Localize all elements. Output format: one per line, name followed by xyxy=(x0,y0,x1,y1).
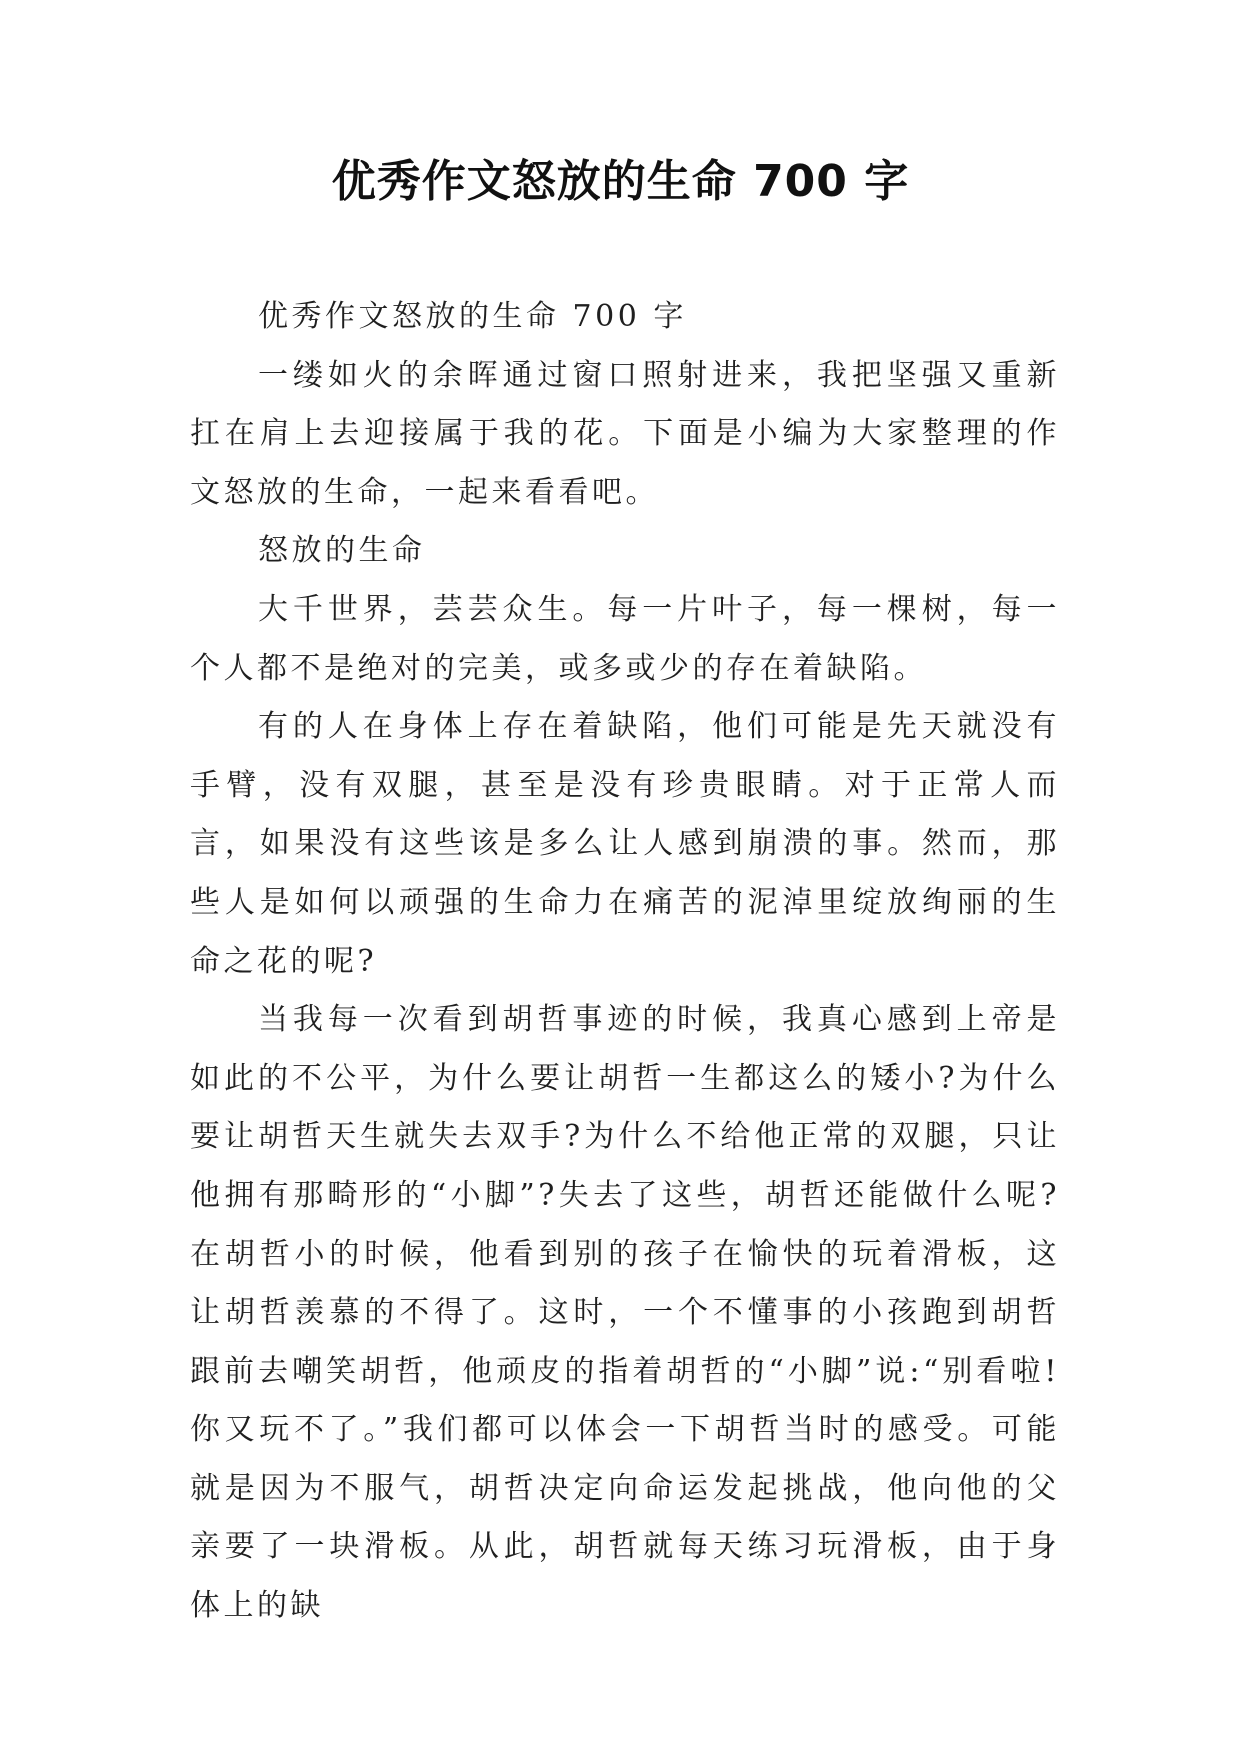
paragraph-subtitle: 优秀作文怒放的生命 700 字 xyxy=(258,299,687,334)
paragraph: 当我每一次看到胡哲事迹的时候，我真心感到上帝是如此的不公平，为什么要让胡哲一生都这么的矮小?为什么要让胡哲天生就失去双手?为什么不给他正常的双腿，只让他拥有那畸形的“小脚”?失去了这些，胡哲还能做什么呢?在胡哲小的时候，他看到别的孩子在愉快的玩着滑板，这让胡哲羡慕的不得了。这时，一个不懂事的小孩跑到胡哲跟前去嘲笑胡哲，他顽皮的指着胡哲的“小脚”说:“别看啦!你又玩不了。”我们都可以体会一下胡哲当时的感受。可能就是因为不服气，胡哲决定向命运发起挑战，他向他的父亲要了一块滑板。从此，胡哲就每天练习玩滑板，由于身体上的缺 xyxy=(190,1002,1060,1624)
document-body xyxy=(190,288,1060,1636)
paragraph-intro: 一缕如火的余晖通过窗口照射进来，我把坚强又重新扛在肩上去迎接属于我的花。下面是小编为大家整理的作文怒放的生命，一起来看看吧。 xyxy=(190,357,1060,510)
paragraph: 大千世界，芸芸众生。每一片叶子，每一棵树，每一个人都不是绝对的完美，或多或少的存在着缺陷。 xyxy=(190,591,1060,686)
document-title: 优秀作文怒放的生命 700 字 xyxy=(331,156,910,207)
paragraph-heading: 怒放的生命 xyxy=(258,533,426,569)
paragraph: 有的人在身体上存在着缺陷，他们可能是先天就没有手臂，没有双腿，甚至是没有珍贵眼睛。对于正常人而言，如果没有这些该是多么让人感到崩溃的事。然而，那些人是如何以顽强的生命力在痛苦的泥淖里绽放绚丽的生命之花的呢? xyxy=(190,709,1060,979)
